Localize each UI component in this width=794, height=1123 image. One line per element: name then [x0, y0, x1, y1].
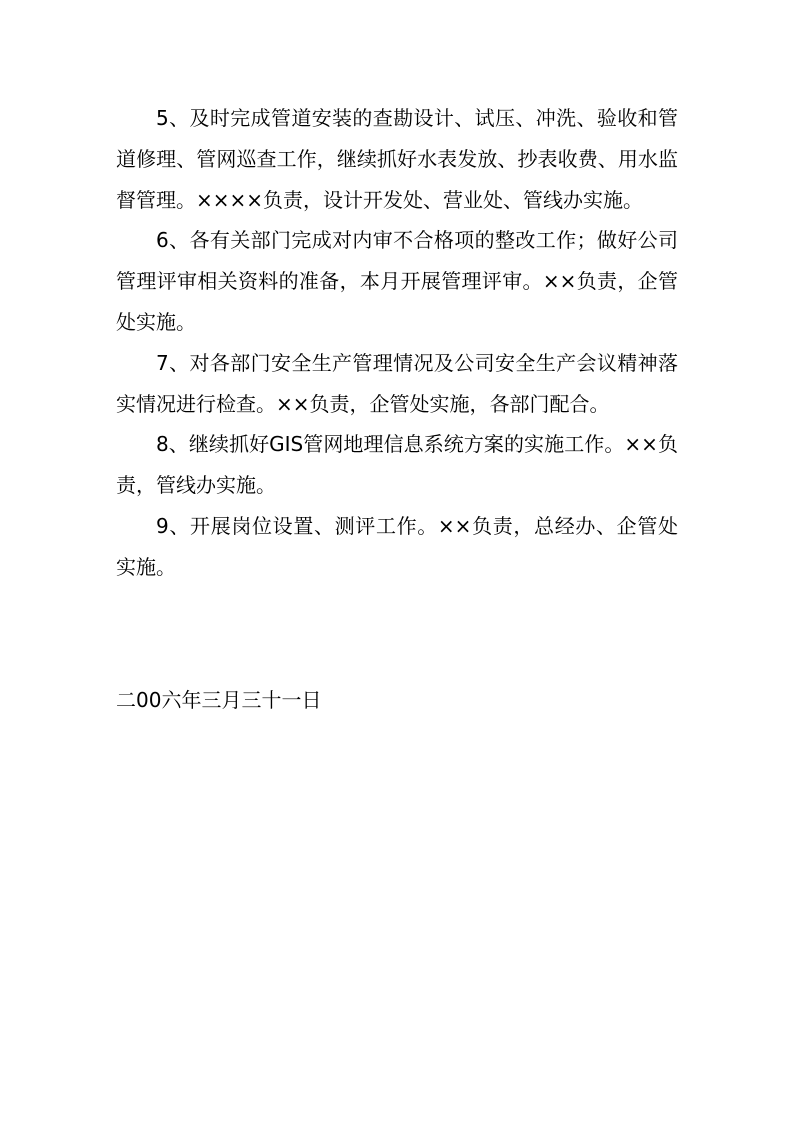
document-body: [116, 98, 678, 588]
paragraph-item-9: 9、开展岗位设置、测评工作。××负责，总经办、企管处实施。: [116, 513, 678, 579]
document-date: 二00六年三月三十一日: [116, 688, 322, 712]
paragraph-item-6: 6、各有关部门完成对内审不合格项的整改工作；做好公司管理评审相关资料的准备，本月开展管理评审。××负责，企管处实施。: [116, 228, 678, 334]
paragraph-item-8: 8、继续抓好GIS管网地理信息系统方案的实施工作。××负责，管线办实施。: [116, 432, 678, 498]
paragraph-item-5: 5、及时完成管道安装的查勘设计、试压、冲洗、验收和管道修理、管网巡查工作，继续抓好水表发放、抄表收费、用水监督管理。××××负责，设计开发处、营业处、管线办实施。: [116, 106, 678, 212]
paragraph-item-7: 7、对各部门安全生产管理情况及公司安全生产会议精神落实情况进行检查。××负责，企管处实施，各部门配合。: [116, 350, 678, 416]
